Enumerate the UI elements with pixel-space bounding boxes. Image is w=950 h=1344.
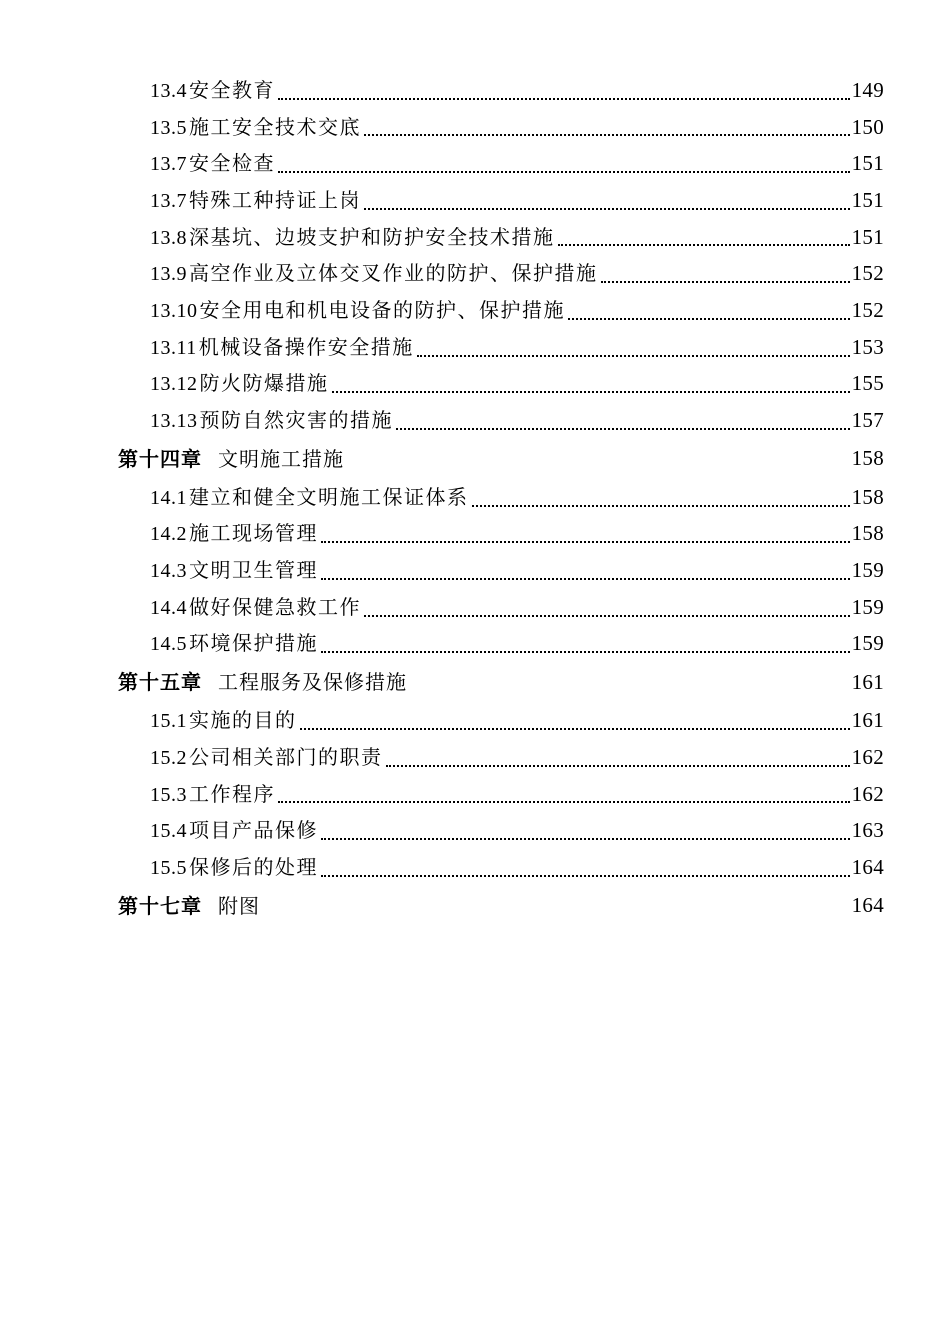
section-number: 14.1 bbox=[150, 486, 187, 509]
page-number: 153 bbox=[851, 334, 884, 359]
dot-leader bbox=[321, 837, 850, 840]
section-title: 保修后的处理 bbox=[189, 854, 318, 879]
page-number: 158 bbox=[851, 521, 884, 546]
toc-chapter-entry[interactable] bbox=[0, 662, 950, 702]
page-number: 149 bbox=[851, 77, 884, 102]
toc-entry-title bbox=[150, 560, 318, 581]
toc-section-entry[interactable] bbox=[0, 739, 950, 776]
section-number: 13.5 bbox=[150, 116, 187, 139]
section-title: 防火防爆措施 bbox=[199, 371, 329, 396]
section-title: 文明卫生管理 bbox=[189, 558, 318, 583]
toc-section-entry[interactable] bbox=[0, 776, 950, 813]
dot-leader bbox=[558, 243, 850, 246]
page-number: 164 bbox=[851, 893, 884, 918]
section-number: 15.5 bbox=[150, 856, 187, 879]
dot-leader bbox=[364, 133, 850, 136]
page-number: 162 bbox=[851, 744, 884, 769]
section-number: 13.13 bbox=[150, 410, 198, 433]
dot-leader bbox=[472, 504, 850, 507]
toc-section-entry[interactable] bbox=[0, 402, 950, 439]
page-number: 159 bbox=[851, 594, 884, 619]
toc-section-entry[interactable] bbox=[0, 292, 950, 329]
chapter-title: 附图 bbox=[218, 893, 260, 918]
toc-section-entry[interactable] bbox=[0, 72, 950, 109]
section-title: 建立和健全文明施工保证体系 bbox=[189, 484, 469, 509]
page-number: 152 bbox=[851, 261, 884, 286]
section-title: 安全教育 bbox=[189, 77, 275, 102]
section-title: 安全检查 bbox=[189, 151, 275, 176]
dot-leader bbox=[278, 800, 850, 803]
page-number: 155 bbox=[851, 371, 884, 396]
toc-entry-title bbox=[150, 224, 555, 249]
dot-leader bbox=[278, 97, 850, 100]
section-number: 13.9 bbox=[150, 263, 187, 286]
toc-section-entry[interactable] bbox=[0, 849, 950, 886]
toc-entry-title bbox=[150, 263, 598, 284]
table-of-contents bbox=[0, 72, 950, 926]
toc-entry-title bbox=[150, 781, 275, 806]
section-title: 施工现场管理 bbox=[189, 521, 318, 546]
toc-chapter-entry[interactable] bbox=[0, 439, 950, 479]
page-number: 150 bbox=[851, 114, 884, 139]
section-number: 14.3 bbox=[150, 560, 187, 583]
chapter-number: 第十四章 bbox=[118, 446, 202, 471]
chapter-title: 工程服务及保修措施 bbox=[218, 670, 407, 695]
toc-entry-title bbox=[150, 297, 565, 322]
page-number: 151 bbox=[851, 224, 884, 249]
section-title: 高空作业及立体交叉作业的防护、保护措施 bbox=[189, 261, 598, 286]
section-number: 14.4 bbox=[150, 596, 187, 619]
toc-section-entry[interactable] bbox=[0, 219, 950, 256]
dot-leader bbox=[321, 577, 850, 580]
page-number: 157 bbox=[851, 408, 884, 433]
section-number: 13.8 bbox=[150, 226, 187, 249]
toc-entry-title bbox=[118, 893, 260, 918]
chapter-number: 第十七章 bbox=[118, 893, 202, 918]
toc-section-entry[interactable] bbox=[0, 145, 950, 182]
section-title: 工作程序 bbox=[189, 781, 275, 806]
toc-section-entry[interactable] bbox=[0, 255, 950, 292]
section-number: 13.10 bbox=[150, 299, 198, 322]
section-title: 实施的目的 bbox=[189, 708, 297, 733]
page-number: 163 bbox=[851, 818, 884, 843]
toc-section-entry[interactable] bbox=[0, 366, 950, 403]
page-number: 158 bbox=[851, 446, 884, 471]
dot-leader bbox=[396, 427, 850, 430]
section-title: 安全用电和机电设备的防护、保护措施 bbox=[199, 297, 565, 322]
page-number: 162 bbox=[851, 781, 884, 806]
page-number: 161 bbox=[851, 708, 884, 733]
toc-entry-title bbox=[150, 153, 275, 174]
dot-leader bbox=[278, 170, 850, 173]
dot-leader bbox=[364, 207, 850, 210]
section-number: 14.5 bbox=[150, 633, 187, 656]
chapter-title: 文明施工措施 bbox=[218, 446, 344, 471]
toc-entry-title bbox=[150, 114, 361, 139]
toc-entry-title bbox=[150, 410, 393, 431]
toc-section-entry[interactable] bbox=[0, 516, 950, 553]
dot-leader bbox=[601, 280, 850, 283]
toc-entry-title bbox=[150, 523, 318, 544]
section-number: 13.7 bbox=[150, 153, 187, 176]
page-number: 161 bbox=[851, 669, 884, 694]
section-title: 项目产品保修 bbox=[189, 818, 318, 843]
section-title: 施工安全技术交底 bbox=[189, 114, 361, 139]
dot-leader bbox=[568, 317, 850, 320]
chapter-number: 第十五章 bbox=[118, 670, 202, 695]
dot-leader bbox=[321, 874, 850, 877]
toc-entry-title bbox=[150, 187, 361, 212]
toc-entry-title bbox=[150, 77, 275, 102]
toc-section-entry[interactable] bbox=[0, 479, 950, 516]
section-number: 13.11 bbox=[150, 336, 197, 359]
dot-leader bbox=[364, 614, 850, 617]
section-title: 公司相关部门的职责 bbox=[189, 744, 383, 769]
toc-entry-title bbox=[150, 820, 318, 841]
section-number: 13.12 bbox=[150, 373, 198, 396]
toc-entry-title bbox=[150, 633, 318, 654]
dot-leader bbox=[300, 727, 850, 730]
section-number: 13.4 bbox=[150, 79, 187, 102]
toc-section-entry[interactable] bbox=[0, 812, 950, 849]
dot-leader bbox=[417, 354, 850, 357]
dot-leader bbox=[321, 650, 850, 653]
section-number: 15.3 bbox=[150, 783, 187, 806]
section-title: 特殊工种持证上岗 bbox=[189, 187, 361, 212]
section-number: 15.2 bbox=[150, 746, 187, 769]
section-title: 做好保健急救工作 bbox=[189, 594, 361, 619]
toc-entry-title bbox=[118, 670, 407, 695]
page-number: 159 bbox=[851, 631, 884, 656]
toc-entry-title bbox=[150, 373, 329, 394]
dot-leader bbox=[332, 390, 850, 393]
toc-chapter-entry[interactable] bbox=[0, 886, 950, 926]
toc-entry-title bbox=[150, 484, 469, 509]
page-number: 159 bbox=[851, 558, 884, 583]
toc-entry-title bbox=[150, 334, 414, 359]
toc-section-entry[interactable] bbox=[0, 109, 950, 146]
toc-section-entry[interactable] bbox=[0, 626, 950, 663]
page-number: 164 bbox=[851, 854, 884, 879]
toc-entry-title bbox=[150, 854, 318, 879]
toc-section-entry[interactable] bbox=[0, 589, 950, 626]
section-title: 机械设备操作安全措施 bbox=[198, 334, 414, 359]
dot-leader bbox=[321, 540, 850, 543]
dot-leader bbox=[386, 764, 850, 767]
section-number: 13.7 bbox=[150, 189, 187, 212]
toc-entry-title bbox=[150, 594, 361, 619]
toc-entry-title bbox=[118, 446, 344, 471]
section-number: 15.1 bbox=[150, 710, 187, 733]
section-number: 15.4 bbox=[150, 820, 187, 843]
section-title: 预防自然灾害的措施 bbox=[199, 408, 393, 433]
toc-section-entry[interactable] bbox=[0, 182, 950, 219]
page-number: 158 bbox=[851, 484, 884, 509]
toc-entry-title bbox=[150, 744, 383, 769]
toc-section-entry[interactable] bbox=[0, 552, 950, 589]
toc-section-entry[interactable] bbox=[0, 329, 950, 366]
toc-section-entry[interactable] bbox=[0, 702, 950, 739]
page-number: 151 bbox=[851, 187, 884, 212]
page-number: 151 bbox=[851, 151, 884, 176]
page-number: 152 bbox=[851, 297, 884, 322]
section-number: 14.2 bbox=[150, 523, 187, 546]
section-title: 环境保护措施 bbox=[189, 631, 318, 656]
toc-entry-title bbox=[150, 710, 297, 731]
section-title: 深基坑、边坡支护和防护安全技术措施 bbox=[189, 224, 555, 249]
